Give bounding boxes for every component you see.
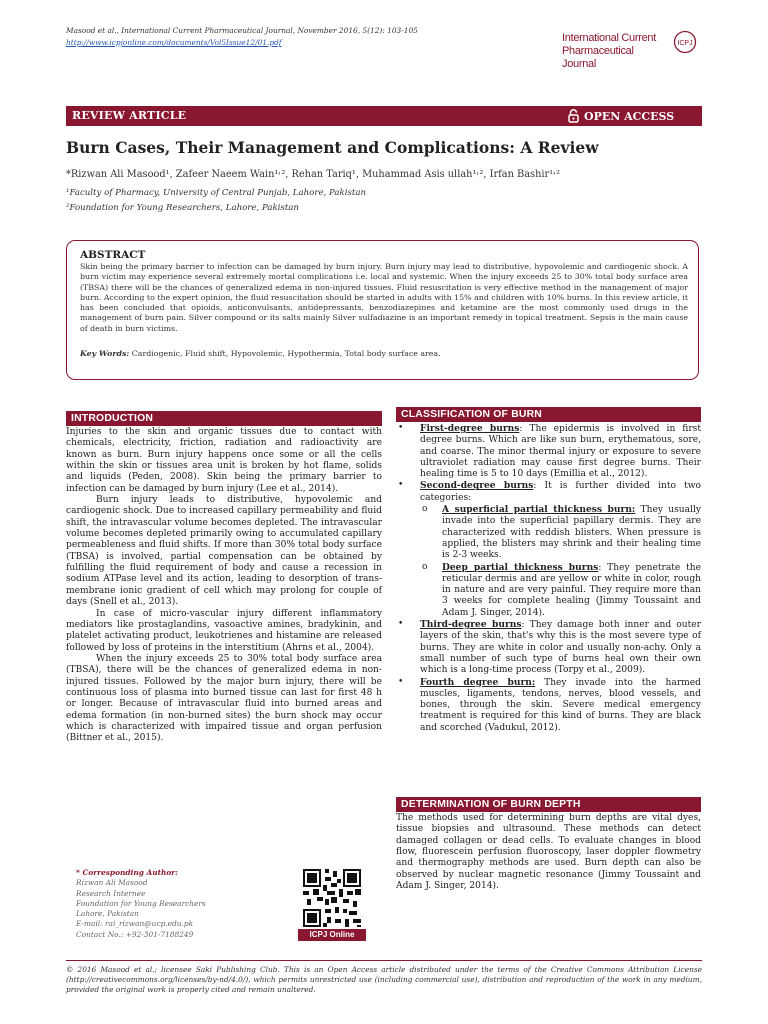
- classification-list: [396, 423, 701, 734]
- sub-list-term: A superficial partial thickness burn:: [442, 504, 636, 516]
- affiliation-2: ²Foundation for Young Researchers, Lahore, Pakistan: [66, 203, 299, 213]
- list-item: [396, 423, 701, 480]
- open-access-badge: [568, 107, 674, 125]
- journal-name: [562, 32, 667, 71]
- article-url-link[interactable]: http://www.icpjonline.com/documents/Vol5Issue12/01.pdf: [66, 38, 282, 47]
- corresponding-label: * Corresponding Author:: [76, 868, 178, 877]
- list-text: : It is further divided into two categories:: [420, 481, 701, 503]
- sub-list-item: [396, 562, 701, 619]
- introduction-body: [66, 427, 382, 745]
- list-text: They invade into the harmed muscles, ligaments, tendons, nerves, blood vessels, and bones, through the skin. Severe medical emergency treatment is required for this kind of burns. They are black and scorched (Vadukul, 2012).: [420, 677, 701, 733]
- burn-depth-heading: DETERMINATION OF BURN DEPTH: [396, 797, 701, 812]
- citation-line: Masood et al., International Current Pharmaceutical Journal, November 2016, 5(12): 103-105: [66, 26, 418, 35]
- burn-depth-body: [396, 813, 701, 892]
- burn-depth-paragraph: The methods used for determining burn depths are vital dyes, tissue biopsies and ultrasound. These methods can detect damaged collagen or dead cells. To evaluate changes in blood flow, fluorescein perfusion fluoroscopy, laser doppler flowmetry and thermography methods are used. Burn depth can also be observed by nuclear magnetic resonance (Jimmy Toussaint and Adam J. Singer, 2014).: [396, 813, 701, 892]
- corr-email: E-mail: rai_rizwan@ucp.edu.pk: [76, 919, 194, 929]
- list-term: Third-degree burns: [420, 619, 522, 631]
- sub-list-text: : They penetrate the reticular dermis and are yellow or white in color, rough in nature and are very painful. They require more than 3 weeks for complete healing (Jimmy Toussaint and Adam J. Singer, 2014).: [442, 562, 701, 618]
- sub-list-term: Deep partial thickness burns: [442, 561, 599, 573]
- corr-line: Rizwan Ali Masood: [76, 878, 148, 888]
- classification-heading: CLASSIFICATION OF BURN: [396, 407, 701, 422]
- sub-list-item: [396, 504, 701, 561]
- intro-paragraph-1: Injuries to the skin and organic tissues due to contact with chemicals, electricity, friction, radiation and radioactivity are known as burn. Burn injury happens once some or all the cells within the skin or tissues area unit is broken by hot flame, solids and liquids (Peden, 2008). Skin being the primary barrier to infection can be damaged by burn injury (Lee et al., 2014).: [66, 427, 382, 494]
- article-title: Burn Cases, Their Management and Complications: A Review: [66, 138, 599, 157]
- journal-logo-icon: [673, 30, 697, 54]
- sub-bullet: o: [422, 504, 428, 515]
- list-text: : They damage both inner and outer layers of the skin, that's why this is the most severe type of burns. They are white in color and usually non-achy. Only a small number of such type of burns heal own their own which is a long-time process (Torpy et al., 2009).: [420, 620, 702, 676]
- open-access-label: OPEN ACCESS: [584, 109, 675, 123]
- list-text: : The epidermis is involved in first degree burns. Which are like sun burn, erythematous, sore, and coarse. The minor thermal injury or exposure to severe ultraviolet radiation may cause first degree burns. Their healing time is 5 to 10 days (Emillia et al., 2012).: [420, 424, 701, 480]
- sub-list-text: They usually invade into the superficial papillary dermis. They are characterized with reddish blisters. When pressure is applied, the blisters may shrink and their healing time is 2-3 weeks.: [442, 505, 701, 561]
- intro-paragraph-4: When the injury exceeds 25 to 30% total body surface area (TBSA), there will be the chances of generalized edema in non-injured tissues. Followed by the major burn injury, there will be continuous loss of plasma into burned tissue can last for first 48 h or longer. Because of intravascular fluid into burned areas and edema formation (in non-burned sites) the burn shock may occur which is characterized with impaired tissue and organ perfusion (Bittner et al., 2015).: [66, 653, 382, 744]
- bullet: •: [398, 480, 404, 491]
- bullet: •: [398, 619, 404, 630]
- journal-name-line1: International Current: [562, 32, 656, 44]
- abstract-text: Skin being the primary barrier to infection can be damaged by burn injury. Burn injury may lead to distributive, hypovolemic and cardiogenic shock. A burn victim may experience several extremely mortal complications i.e. local and systemic. When the injury exceeds 25 to 30% total body surface area (TBSA) there will be the chances of generalized edema in non-injured tissues. Fluid resuscitation is very effective method in the management of major burn. According to the expert opinion, the fluid resuscitation should be started in adults with 15% and children with 10% burns. In this review article, it has been concluded that opioids, anticonvulsants, antidepressants, benzodiazepines and ketamine are the most commonly used drugs in the management of burn pain. Silver compound or its salts mainly Silver sulfadiazine is an important remedy in topical treatment. Sepsis is the main cause of death in burn victims.: [80, 262, 688, 333]
- intro-paragraph-2: Burn injury leads to distributive, hypovolemic and cardiogenic shock. Due to increased capillary permeability and fluid shift, the intravascular volume becomes depleted. The intravascular volume becomes depleted primarily owing to accumulated capillary permeableness and fluid shifts. If more than 30% total body surface (TBSA) is involved, partial compensation can be obtained by fulfilling the fluid requirement of body and cause a recession in sodium ATPase level and its action, leading to desorption of trans-membrane ionic gradient of cell which may prolong for couple of days (Snell et al., 2013).: [66, 495, 382, 608]
- list-item: [396, 619, 701, 676]
- qr-code-icon: [301, 867, 363, 929]
- footer-divider: [66, 960, 702, 961]
- list-term: Fourth degree burn:: [420, 676, 536, 688]
- keywords-label: Key Words:: [80, 349, 130, 358]
- corr-line: Foundation for Young Researchers: [76, 898, 206, 908]
- introduction-heading: INTRODUCTION: [66, 411, 382, 426]
- sub-bullet: o: [422, 561, 428, 572]
- bullet: •: [398, 423, 404, 433]
- list-term: Second-degree burns: [420, 480, 534, 492]
- list-term: First-degree burns: [420, 423, 520, 434]
- license-footer: © 2016 Masood et al.; licensee Saki Publishing Club. This is an Open Access article distributed under the terms of the Creative Commons Attribution License (http://creativecommons.org/licenses/by-nd/4.0/), which permits unrestricted use (including commercial use), distribution and reproduction of the work in any medium, provided the original work is properly cited and remain unaltered.: [66, 965, 702, 995]
- affiliation-1: ¹Faculty of Pharmacy, University of Central Punjab, Lahore, Pakistan: [66, 188, 366, 198]
- corr-line: Research Internee: [76, 888, 146, 898]
- qr-label: ICPJ Online: [298, 929, 366, 941]
- corr-contact: Contact No.: +92-301-7188249: [76, 929, 194, 939]
- keywords-text: Cardiogenic, Fluid shift, Hypovolemic, Hypothermia, Total body surface area.: [131, 349, 441, 358]
- journal-name-line2: Pharmaceutical Journal: [562, 45, 634, 70]
- svg-text:ICPJ: ICPJ: [677, 40, 693, 47]
- author-list: *Rizwan Ali Masood¹, Zafeer Naeem Wain¹˒², Rehan Tariq¹, Muhammad Asis ullah¹˒², Irfan Bashir¹˒²: [66, 169, 561, 180]
- corr-line: Lahore, Pakistan: [76, 909, 139, 919]
- abstract-heading: ABSTRACT: [80, 249, 146, 261]
- corresponding-author: [76, 868, 206, 940]
- intro-paragraph-3: In case of micro-vascular injury different inflammatory mediators like prostaglandins, vasoactive amines, bradykinin, and platelet activating product, leukotrienes and histamine are released followed by loss of proteins in the interstitium (Ahrns et al., 2004).: [66, 608, 382, 653]
- list-item: [396, 480, 701, 504]
- open-lock-icon: [568, 109, 579, 123]
- bullet: •: [398, 676, 404, 687]
- list-item: [396, 677, 701, 734]
- article-type-label: REVIEW ARTICLE: [72, 109, 187, 122]
- keywords: [80, 349, 688, 358]
